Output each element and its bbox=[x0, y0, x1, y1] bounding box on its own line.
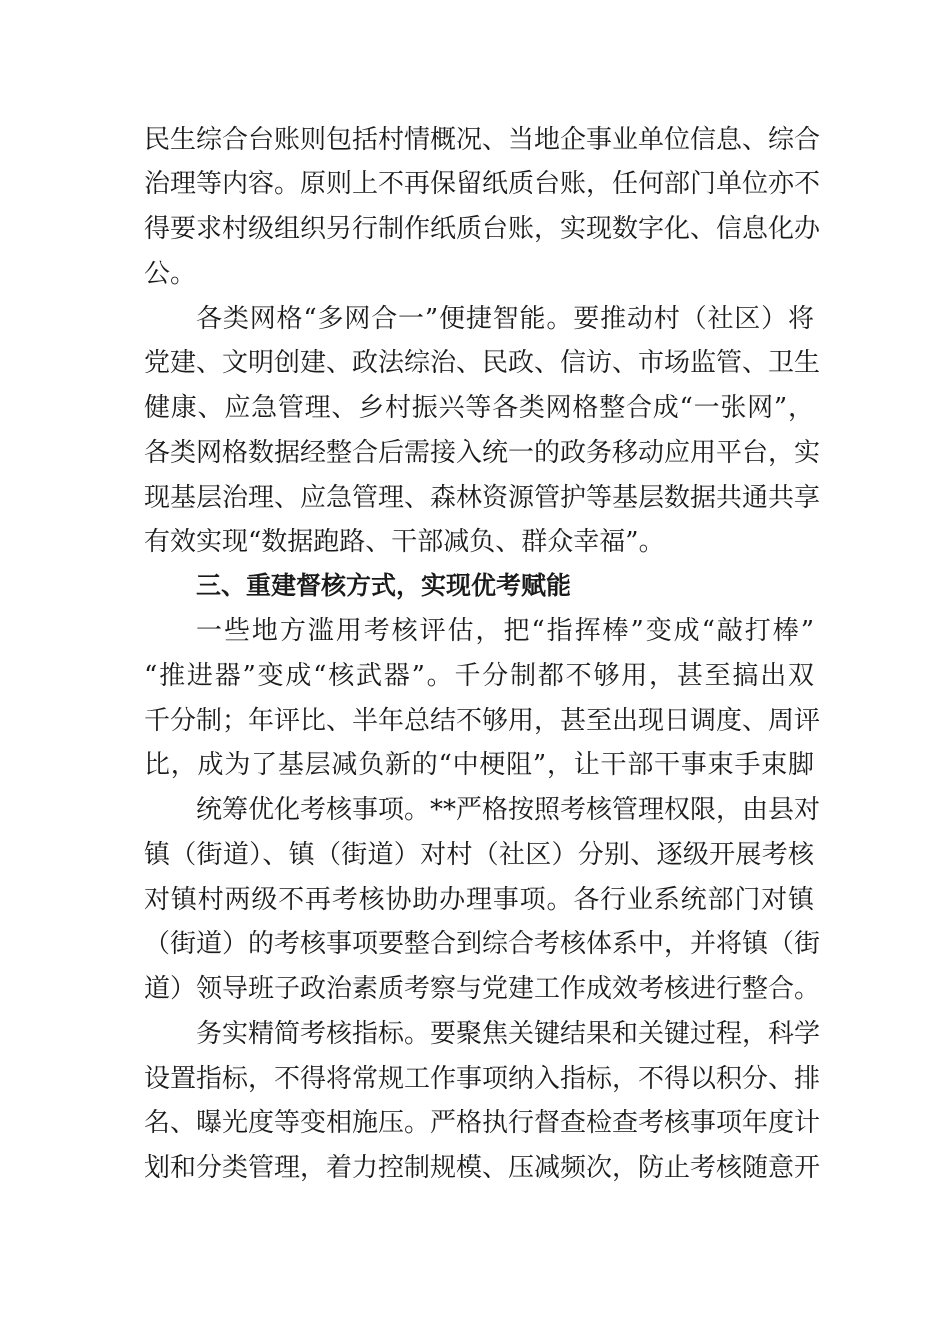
text-line: 治理等内容。原则上不再保留纸质台账，任何部门单位亦不 bbox=[144, 169, 821, 199]
text-line: 健康、应急管理、乡村振兴等各类网格整合成“一张网”， bbox=[144, 393, 814, 423]
text-line: 现基层治理、应急管理、森林资源管护等基层数据共通共享 bbox=[144, 483, 821, 513]
text-line: 各类网格数据经整合后需接入统一的政务移动应用平台，实 bbox=[144, 438, 821, 468]
text-line: 统筹优化考核事项。**严格按照考核管理权限，由县对 bbox=[196, 795, 821, 825]
text-line: （街道）的考核事项要整合到综合考核体系中，并将镇（街 bbox=[144, 929, 821, 959]
text-line: 有效实现“数据跑路、干部减负、群众幸福”。 bbox=[144, 527, 665, 557]
text-line: 道）领导班子政治素质考察与党建工作成效考核进行整合。 bbox=[144, 974, 821, 1004]
text-line: 民生综合台账则包括村情概况、当地企事业单位信息、综合 bbox=[144, 125, 821, 155]
text-line: 划和分类管理，着力控制规模、压减频次，防止考核随意开 bbox=[144, 1153, 821, 1183]
text-line: 比，成为了基层减负新的“中梗阻”，让干部干事束手束脚 bbox=[144, 750, 814, 780]
text-line: 一些地方滥用考核评估，把“指挥棒”变成“敲打棒” bbox=[196, 616, 814, 646]
text-line: 各类网格“多网合一”便捷智能。要推动村（社区）将 bbox=[196, 304, 814, 334]
text-line: 设置指标，不得将常规工作事项纳入指标，不得以积分、排 bbox=[144, 1064, 821, 1094]
text-line: 公。 bbox=[144, 259, 197, 289]
text-line: 得要求村级组织另行制作纸质台账，实现数字化、信息化办 bbox=[144, 214, 821, 244]
text-line: “推进器”变成“核武器”。千分制都不够用，甚至搞出双 bbox=[144, 661, 814, 691]
text-line: 对镇村两级不再考核协助办理事项。各行业系统部门对镇 bbox=[144, 885, 814, 915]
section-heading: 三、重建督核方式，实现优考赋能 bbox=[196, 571, 572, 600]
text-line: 千分制；年评比、半年总结不够用，甚至出现日调度、周评 bbox=[144, 706, 821, 736]
text-line: 务实精简考核指标。要聚焦关键结果和关键过程，科学 bbox=[196, 1019, 821, 1049]
text-line: 名、曝光度等变相施压。严格执行督查检查考核事项年度计 bbox=[144, 1108, 821, 1138]
text-line: 镇（街道）、镇（街道）对村（社区）分别、逐级开展考核 bbox=[144, 840, 814, 870]
text-line: 党建、文明创建、政法综治、民政、信访、市场监管、卫生 bbox=[144, 348, 821, 378]
